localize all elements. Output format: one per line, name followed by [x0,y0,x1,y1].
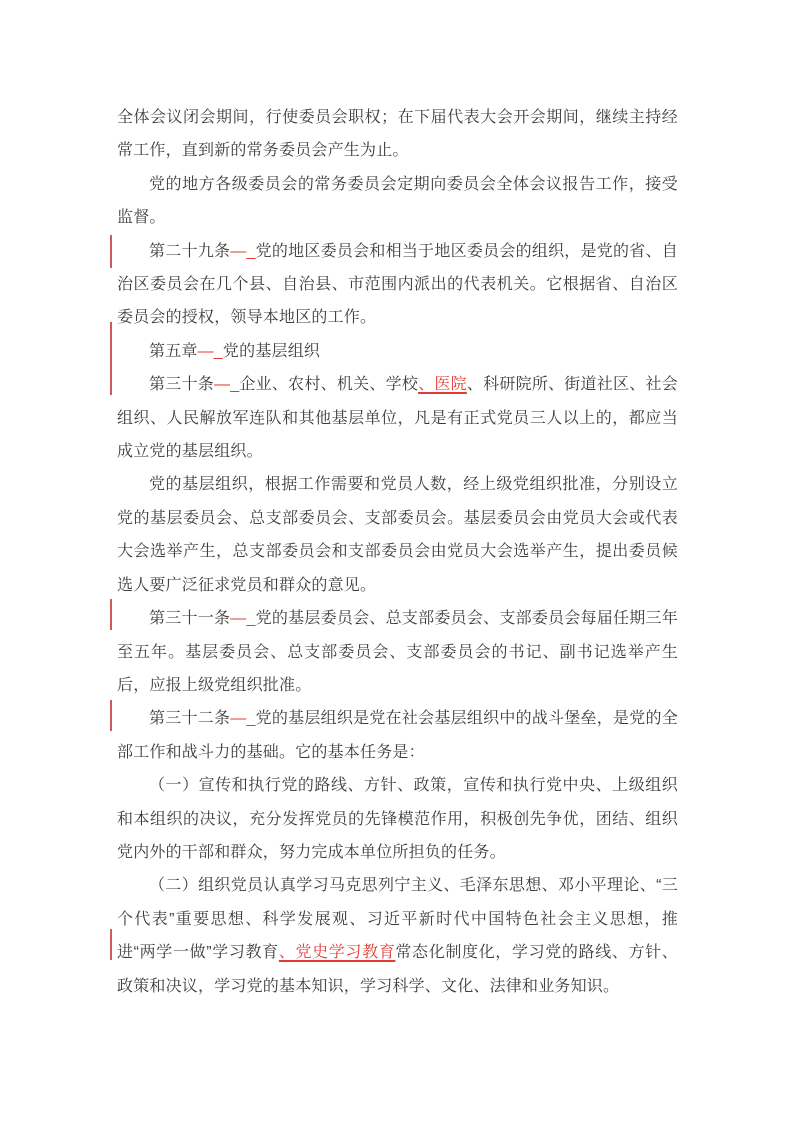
text-run: 党的地方各级委员会的常务委员会定期向委员会全体会议报告工作，接受监督。 [117,175,678,227]
inserted-text-run: 、党史学习教育 [278,944,396,962]
text-run: 党的基层组织 [222,342,321,360]
paragraph [117,769,678,869]
text-run: 党的地区委员会和相当于地区委员会的组织，是党的省、自治区委员会在几个县、自治县、市范围内派出的代表机关。它根据省、自治区委员会的授权，领导本地区的工作。 [117,242,678,327]
paragraph [117,368,678,468]
paragraph [117,235,678,335]
text-run: 第三十条 [149,376,214,394]
revision-mark: —_ [230,710,256,728]
text-run: 党的基层委员会、总支部委员会、支部委员会每届任期三年至五年。基层委员会、总支部委员会、支部委员会的书记、副书记选举产生后，应报上级党组织批准。 [117,610,678,694]
text-run: 第二十九条 [149,242,231,260]
text-run: 党的基层组织是党在社会基层组织中的战斗堡垒，是党的全部工作和战斗力的基础。它的基本任务是： [117,710,678,761]
text-run: 第三十一条 [149,610,231,628]
revision-mark: —_ [214,376,240,394]
text-run: （二）组织党员认真学习马克思列宁主义、毛泽东思想、邓小平理论、“三个代表”重要思想、科学发展观、习近平新时代中国特色社会主义思想，推进“两学一做”学习教育 [117,877,678,962]
change-bar [110,929,112,960]
text-run: 第五章 [149,342,198,360]
paragraph [117,869,678,1003]
paragraph [117,602,678,702]
text-run: 第三十二条 [149,710,231,728]
paragraph [117,168,678,235]
paragraph [117,468,678,602]
text-run: 企业、农村、机关、学校 [239,376,419,394]
text-run: 、科研院所、街道社区、社会组织、人民解放军连队和其他基层单位，凡是有正式党员三人以上的，都应当成立党的基层组织。 [117,376,678,461]
paragraph [117,335,678,368]
revision-mark: —_ [197,342,223,360]
revision-mark: —_ [230,242,256,260]
text-run: （一）宣传和执行党的路线、方针、政策，宣传和执行党中央、上级组织和本组织的决议，充分发挥党员的先锋模范作用，积极创先争优，团结、组织党内外的干部和群众，努力完成本单位所担负的任务。 [117,777,678,861]
change-bar [110,322,112,395]
text-run: 常态化制度化，学习党的路线、方针、政策和决议，学习党的基本知识，学习科学、文化、法律和业务知识。 [117,944,679,995]
document-content [117,101,678,1003]
text-run: 党的基层组织，根据工作需要和党员人数，经上级党组织批准，分别设立党的基层委员会、总支部委员会、支部委员会。基层委员会由党员大会或代表大会选举产生，总支部委员会和支部委员会由党员大会选举产生，提出委员候选人要广泛征求党员和群众的意见。 [117,476,678,594]
paragraph [117,702,678,769]
change-bar [110,599,112,630]
revision-mark: —_ [230,610,256,628]
paragraph [117,101,678,168]
text-run: 全体会议闭会期间，行使委员会职权；在下届代表大会开会期间，继续主持经常工作，直到新的常务委员会产生为止。 [117,109,678,160]
change-bar [110,700,112,731]
inserted-text-run: 、医院 [418,376,467,394]
change-bar [110,235,112,268]
